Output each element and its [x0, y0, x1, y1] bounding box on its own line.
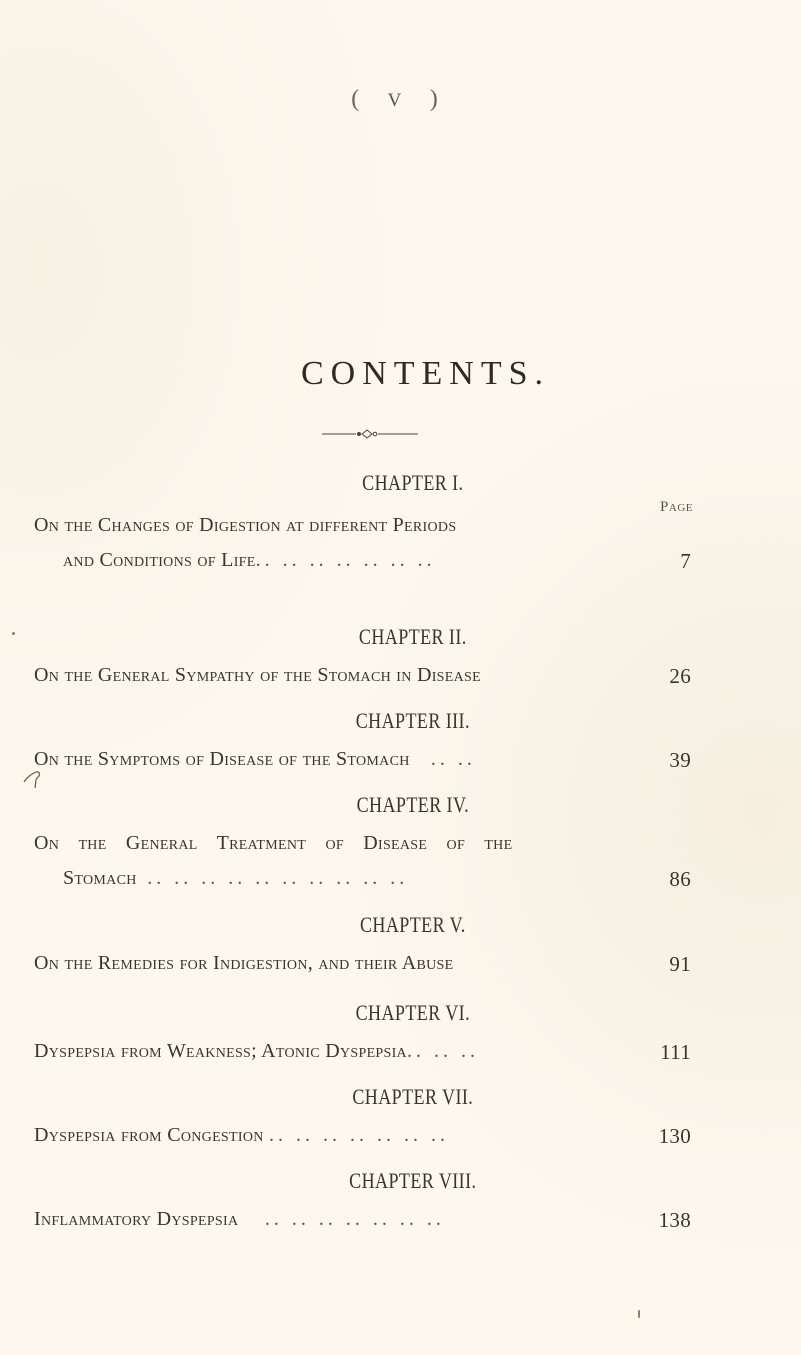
- dot-leader: .. .. .. .. .. .. ..: [268, 1124, 449, 1146]
- chapter-7: [0, 1084, 801, 1154]
- dot-leader: .. .. .. .. .. .. .. .. .. ..: [147, 867, 409, 889]
- page-number: 138: [658, 1208, 691, 1232]
- chapter-4: [0, 792, 801, 902]
- pencil-annotation-icon: [22, 766, 44, 790]
- chapter-heading: CHAPTER VI.: [355, 1000, 471, 1025]
- chapter-heading: CHAPTER II.: [358, 624, 467, 649]
- entry-title-line: [63, 549, 436, 572]
- chapter-5: [0, 912, 801, 982]
- toc-entry[interactable]: [0, 514, 801, 584]
- toc-entry[interactable]: [0, 1124, 801, 1154]
- entry-title-line: [34, 748, 476, 771]
- divider-ornament-icon: [322, 429, 418, 439]
- page-folio: [0, 86, 801, 113]
- page-number: 86: [669, 867, 691, 891]
- toc-entry[interactable]: [0, 1040, 801, 1070]
- chapter-heading: CHAPTER V.: [359, 912, 466, 937]
- chapter-heading: CHAPTER IV.: [356, 792, 470, 817]
- entry-title-line: On the General Sympathy of the Stomach in Disease: [34, 664, 481, 686]
- dot-leader: .. .. .. .. .. .. ..: [264, 1208, 445, 1230]
- page-number: 39: [669, 748, 691, 772]
- page-number: 7: [680, 549, 691, 573]
- page-title: CONTENTS.: [300, 355, 551, 392]
- chapter-heading: CHAPTER VII.: [352, 1084, 474, 1109]
- chapter-heading: CHAPTER III.: [355, 708, 470, 733]
- folio-open-paren: (: [351, 86, 372, 112]
- folio-close-paren: ): [429, 86, 450, 112]
- entry-title-text: Dyspepsia from Weakness; Atonic Dyspepsia: [34, 1040, 407, 1062]
- toc-entry[interactable]: [0, 1208, 801, 1238]
- entry-title-line: On the Remedies for Indigestion, and their Abuse: [34, 952, 454, 974]
- entry-title-line: On the General Treatment of Disease of the: [34, 832, 513, 854]
- entry-title-text: Stomach: [63, 867, 137, 889]
- dot-leader: .. .. ..: [406, 1040, 479, 1062]
- page-number: 130: [658, 1124, 691, 1148]
- paper-speck: [638, 1310, 640, 1318]
- entry-title-line: [34, 1040, 479, 1063]
- folio-numeral: V: [387, 90, 414, 111]
- toc-entry[interactable]: [0, 832, 801, 902]
- dot-leader: .. ..: [430, 748, 476, 770]
- dot-leader: .. .. .. .. .. .. ..: [255, 549, 436, 571]
- page-number: 111: [660, 1040, 691, 1064]
- entry-title-line: and Conditions of Life: [63, 549, 256, 571]
- entry-title-text: On the Symptoms of Disease of the Stomach: [34, 748, 410, 770]
- entry-title-line: [63, 867, 408, 890]
- chapter-heading: CHAPTER I.: [362, 470, 464, 495]
- page-number: 91: [669, 952, 691, 976]
- toc-entry[interactable]: [0, 664, 801, 694]
- entry-title-line: On the Changes of Digestion at different Periods: [34, 514, 457, 536]
- chapter-8: [0, 1168, 801, 1238]
- entry-title-line: [34, 1208, 445, 1231]
- page-column-label: Page: [660, 499, 693, 515]
- paper-speck: [12, 632, 15, 635]
- chapter-heading: CHAPTER VIII.: [349, 1168, 477, 1193]
- chapter-2: [0, 624, 801, 694]
- toc-entry[interactable]: [0, 748, 801, 778]
- toc-entry[interactable]: [0, 952, 801, 982]
- entry-title-line: [34, 1124, 449, 1147]
- page-number: 26: [669, 664, 691, 688]
- entry-title-text: Inflammatory Dyspepsia: [34, 1208, 239, 1230]
- chapter-3: [0, 708, 801, 778]
- chapter-6: [0, 1000, 801, 1070]
- entry-title-text: Dyspepsia from Congestion: [34, 1124, 264, 1146]
- chapter-1: [0, 470, 801, 584]
